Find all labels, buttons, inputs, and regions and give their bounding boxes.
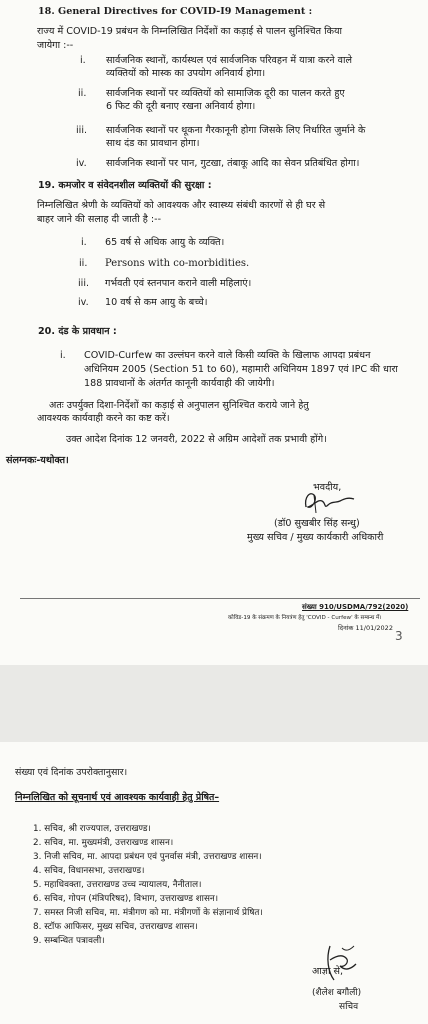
- cc-list-item: 5. महाधिवक्ता, उत्तराखण्ड उच्च न्यायालय, नैनीताल।: [33, 880, 202, 890]
- s19-item-text: 65 वर्ष से अधिक आयु के व्यक्ति।: [105, 237, 225, 248]
- s18-item-num: i.: [80, 55, 86, 66]
- s18-item-text: सार्वजनिक स्थानों पर व्यक्तियों को सामाजिक दूरी का पालन करते हुए: [106, 88, 345, 99]
- section-18-intro-line-2: जायेगा :--: [37, 40, 74, 51]
- s18-item-text: सार्वजनिक स्थानों पर पान, गुटखा, तंबाकू आदि का सेवन प्रतिबंधित होगा।: [106, 158, 360, 169]
- s20-item-num: i.: [60, 350, 66, 361]
- s18-item-num: ii.: [78, 88, 87, 99]
- section-20-heading: 20. दंड के प्रावधान :: [38, 326, 117, 337]
- s18-item-num: iv.: [76, 158, 87, 169]
- footer-subject: कोविड-19 के संक्रमण के नियत्रंण हेतु 'COVID - Curfew' के सम्बन्ध में।: [228, 615, 382, 621]
- s19-item-num: i.: [81, 237, 87, 248]
- cc-list-item: 8. स्टॉफ आफिसर, मुख्य सचिव, उत्तराखण्ड शासन।: [33, 922, 198, 932]
- cc-heading: निम्नलिखित को सूचनार्थ एवं आवश्यक कार्यवाही हेतु प्रेषित–: [15, 792, 220, 803]
- effective-date-line: उक्त आदेश दिनांक 12 जनवरी, 2022 से अग्रिम आदेशों तक प्रभावी होंगे।: [66, 434, 327, 445]
- s20-item-line-3: 188 प्रावधानों के अंतर्गत कानूनी कार्यवाही की जायेगी।: [84, 378, 275, 389]
- signature-image: [300, 487, 360, 515]
- s19-item-num: iv.: [78, 297, 89, 308]
- closing-paragraph-line-1: अतः उपर्युक्त दिशा-निर्देशों का कड़ाई से अनुपालन सुनिश्चित कराये जाने हेतु: [49, 400, 309, 411]
- cc-list-item: 2. सचिव, मा. मुख्यमंत्री, उत्तराखण्ड शासन।: [33, 838, 174, 848]
- cc-list-item: 1. सचिव, श्री राज्यपाल, उत्तराखण्ड।: [33, 824, 151, 834]
- signature-image: [316, 938, 366, 988]
- section-18-intro-line-1: राज्य में COVID-19 प्रबंधन के निम्नलिखित निर्देशों का कड़ाई से पालन सुनिश्चित किया: [37, 26, 343, 37]
- s20-item-line-2: अधिनियम 2005 (Section 51 to 60), महामारी अधिनियम 1897 एवं IPC की धारा: [84, 364, 398, 375]
- reference-line: संख्या एवं दिनांक उपरोक्तानुसार।: [15, 767, 128, 778]
- s20-item-line-1: COVID-Curfew का उल्लंघन करने वाले किसी व्यक्ति के खिलाफ आपदा प्रबंधन: [84, 350, 371, 361]
- section-19-heading: 19. कमजोर व संवेदनशील व्यक्तियों की सुरक्षा :: [38, 180, 212, 191]
- section-19-intro-line-2: बाहर जाने की सलाह दी जाती है :--: [37, 214, 162, 225]
- footer-reference-number: संख्या 910/USDMA/792(2020): [302, 603, 409, 611]
- s19-item-num: iii.: [78, 278, 90, 289]
- section-19-intro-line-1: निम्नलिखित श्रेणी के व्यक्तियों को आवश्यक और स्वास्थ्य संबंधी कारणों से ही घर से: [37, 200, 326, 211]
- s18-item-text: सार्वजनिक स्थानों, कार्यस्थल एवं सार्वजनिक परिवहन में यात्रा करने वाले: [106, 55, 353, 66]
- s18-item-text: साथ दंड का प्रावधान होगा।: [106, 138, 200, 149]
- footer-date: दिनांक 11/01/2022: [338, 624, 393, 632]
- s19-item-num: ii.: [79, 258, 88, 269]
- cc-list-item: 7. समस्त निजी सचिव, मा. मंत्रीगण को मा. मंत्रीगणों के संज्ञानार्थ प्रेषित।: [33, 908, 263, 918]
- cc-list-item: 6. सचिव, गोपन (मंत्रिपरिषद), विभाग, उत्तराखण्ड शासन।: [33, 894, 219, 904]
- footer-divider: [20, 598, 420, 599]
- s18-item-text: सार्वजनिक स्थानों पर थूकना गैरकानूनी होगा जिसके लिए निर्धारित जुर्माने के: [106, 125, 366, 136]
- closing-salutation: भवदीय,: [313, 482, 342, 493]
- page-number: 3: [395, 629, 403, 643]
- s18-item-text: 6 फिट की दूरी बनाए रखना अनिवार्य होगा।: [106, 101, 256, 112]
- section-18-heading: 18. General Directives for COVID-I9 Management :: [38, 6, 313, 17]
- s18-item-num: iii.: [76, 125, 88, 136]
- enclosure-note: संलग्नकः-यथोक्त।: [6, 455, 69, 466]
- closing-paragraph-line-2: आवश्यक कार्यवाही करने का कष्ट करें।: [37, 413, 170, 424]
- cc-list-item: 3. निजी सचिव, मा. आपदा प्रबंधन एवं पुनर्वास मंत्री, उत्तराखण्ड शासन।: [33, 852, 262, 862]
- document-page-2: [0, 742, 428, 1024]
- signatory-name: (डॉ0 सुखबीर सिंह सन्धु): [274, 518, 360, 529]
- by-order-text: आज्ञा से,: [312, 966, 344, 977]
- signatory-title: मुख्य सचिव / मुख्य कार्यकारी अधिकारी: [247, 532, 384, 543]
- s19-item-text: Persons with co-morbidities.: [105, 258, 250, 269]
- cc-list-item: 4. सचिव, विधानसभा, उत्तराखण्ड।: [33, 866, 145, 876]
- officer-name: (शैलेश बगौली): [312, 988, 362, 998]
- s18-item-text: व्यक्तियों को मास्क का उपयोग अनिवार्य होगा।: [106, 68, 266, 79]
- cc-list-item: 9. सम्बन्धित पत्रावली।: [33, 936, 105, 946]
- s19-item-text: गर्भवती एवं स्तनपान कराने वाली महिलाएं।: [105, 278, 252, 289]
- s19-item-text: 10 वर्ष से कम आयु के बच्चे।: [105, 297, 208, 308]
- officer-title: सचिव: [339, 1002, 359, 1012]
